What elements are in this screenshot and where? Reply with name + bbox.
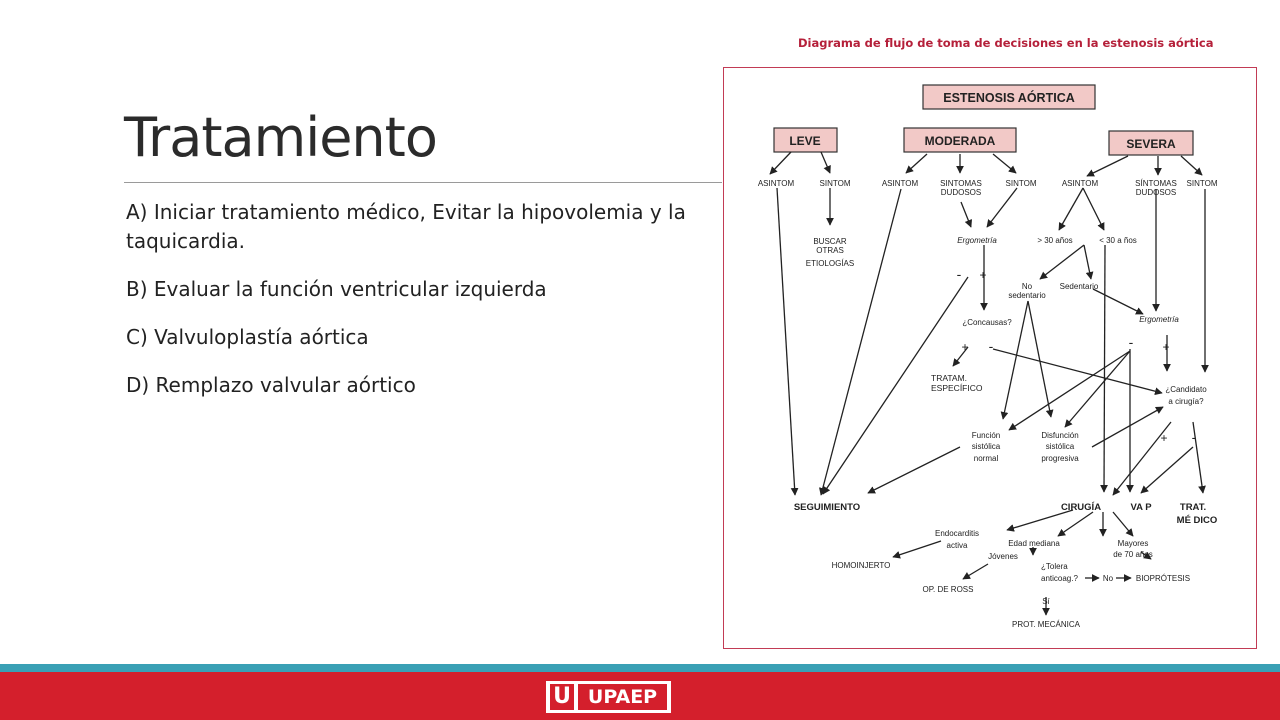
tratam-especifico-2: ESPECÍFICO: [931, 383, 983, 393]
moderada-label: MODERADA: [924, 134, 996, 148]
homoinjerto: HOMOINJERTO: [831, 561, 891, 570]
title-divider: [124, 182, 722, 183]
funcion-normal-2: sistólica: [971, 442, 1001, 451]
bullet-d: D) Remplazo valvular aórtico: [126, 373, 416, 397]
minus-ergo-severa: -: [1128, 334, 1134, 350]
no-anticoag: No: [1102, 574, 1114, 583]
footer-accent-bar: [0, 664, 1280, 672]
seguimiento: SEGUIMIENTO: [793, 502, 861, 513]
ergometria-severa: Ergometría: [1139, 315, 1179, 324]
tratam-especifico-1: TRATAM.: [931, 373, 968, 383]
prot-mecanica: PROT. MECÁNICA: [1011, 620, 1081, 629]
flowchart: [723, 67, 1257, 649]
mayor-30: > 30 años: [1037, 236, 1073, 245]
logo-mark: U: [550, 684, 574, 710]
minus-candidato: -: [1191, 429, 1197, 445]
endocarditis-1: Endocarditis: [934, 529, 980, 538]
bullet-a: A) Iniciar tratamiento médico, Evitar la hipovolemia y la taquicardia.: [126, 200, 686, 253]
treatment-list: [126, 198, 718, 419]
mayores-70-1: Mayores: [1117, 539, 1149, 548]
candidato-2: a cirugía?: [1168, 397, 1204, 406]
concausas: ¿Concausas?: [962, 318, 1012, 327]
moderada-sintom: SINTOM: [1005, 179, 1037, 188]
moderada-asintom: ASINTOM: [881, 179, 919, 188]
root-label: ESTENOSIS AÓRTICA: [943, 91, 1075, 105]
menor-30: < 30 a ños: [1099, 236, 1137, 245]
leve-label: LEVE: [789, 134, 821, 148]
candidato-1: ¿Candidato: [1165, 385, 1207, 394]
ergometria-moderada: Ergometría: [957, 236, 997, 245]
no-sedentario-1: No: [1021, 282, 1033, 291]
plus-ergometria: +: [979, 268, 987, 282]
tolera-2: anticoag.?: [1041, 574, 1078, 583]
severa-label: SEVERA: [1126, 137, 1176, 151]
bullet-b: B) Evaluar la función ventricular izquierda: [126, 277, 547, 301]
plus-candidato: +: [1160, 431, 1168, 445]
buscar-2: OTRAS: [816, 246, 844, 255]
diagram-caption: Diagrama de flujo de toma de decisiones en la estenosis aórtica: [798, 36, 1214, 50]
slide-title: Tratamiento: [124, 106, 437, 169]
severa-sintom: SINTOM: [1186, 179, 1218, 188]
disfuncion-1: Disfunción: [1041, 431, 1079, 440]
upaep-logo: [546, 681, 671, 713]
disfuncion-2: sistólica: [1045, 442, 1075, 451]
vap: VA P: [1130, 502, 1152, 513]
plus-concausas: +: [961, 340, 969, 354]
disfuncion-3: progresiva: [1041, 454, 1079, 463]
sedentario: Sedentario: [1059, 282, 1099, 291]
severa-sintomas-dudosos-2: DUDOSOS: [1135, 188, 1177, 197]
mayores-70-2: de 70 años: [1113, 550, 1153, 559]
logo-text: UPAEP: [578, 684, 667, 710]
endocarditis-2: activa: [946, 541, 968, 550]
severa-asintom: ASINTOM: [1061, 179, 1099, 188]
op-de-ross: OP. DE ROSS: [922, 585, 974, 594]
bullet-c: C) Valvuloplastía aórtica: [126, 325, 369, 349]
minus-concausas: -: [988, 338, 994, 354]
moderada-sintomas-dudosos-2: DUDOSOS: [940, 188, 982, 197]
jovenes: Jóvenes: [988, 552, 1018, 561]
funcion-normal-3: normal: [973, 454, 999, 463]
trat-medico-1: TRAT.: [1179, 502, 1207, 513]
trat-medico-2: MÉ DICO: [1176, 515, 1218, 526]
leve-asintom: ASINTOM: [757, 179, 795, 188]
bioprotesis: BIOPRÓTESIS: [1135, 574, 1191, 583]
edad-mediana: Edad mediana: [1008, 539, 1060, 548]
leve-sintom: SINTOM: [819, 179, 851, 188]
funcion-normal-1: Función: [971, 431, 1001, 440]
minus-ergometria: -: [956, 266, 962, 282]
cirugia: CIRUGÍA: [1060, 502, 1102, 513]
tolera-1: ¿Tolera: [1041, 562, 1068, 571]
si-anticoag: Sí: [1042, 597, 1050, 606]
plus-ergo-severa: +: [1162, 340, 1170, 354]
moderada-sintomas-dudosos-1: SINTOMAS: [940, 179, 982, 188]
severa-sintomas-dudosos-1: SÍNTOMAS: [1135, 179, 1177, 188]
no-sedentario-2: sedentario: [1008, 291, 1046, 300]
buscar-3: ETIOLOGÍAS: [805, 259, 855, 268]
buscar-1: BUSCAR: [813, 237, 847, 246]
